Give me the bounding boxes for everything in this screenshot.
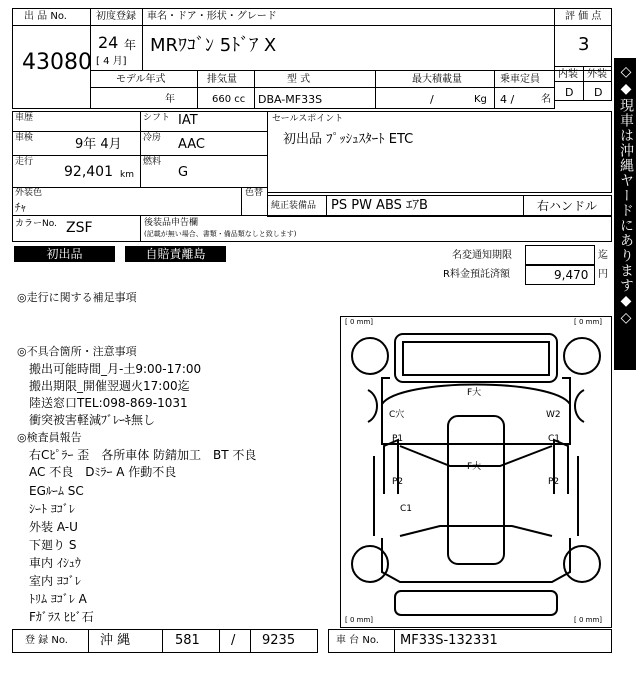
driving-title: ◎走行に関する補足事項 [17, 291, 137, 304]
defect-line: 搬出期限_開催翌週火17:00迄 [29, 379, 190, 393]
exterior-label: 外装 [587, 69, 607, 80]
aftermarket-label: 後装品申告欄 [144, 218, 199, 228]
name-change-label: 名変通知期限 [452, 250, 512, 261]
inspector-line: EGﾙｰﾑ SC [29, 484, 84, 498]
side-banner-text: ◇◆現車は沖縄ヤードにあります◆◇ [618, 64, 634, 327]
genuine: PS PW ABS ｴｱB [331, 198, 428, 213]
first-reg-month: [ 4 月] [96, 56, 127, 67]
inspector-line: ﾄﾘﾑ ﾖｺﾞﾚ A [29, 592, 87, 606]
mileage-unit: km [120, 170, 134, 180]
tire-front-left-label: [ 0 mm] [345, 318, 374, 326]
type: DBA-MF33S [258, 93, 323, 106]
aftermarket-note: (記載が無い場合、書類・備品類なしと致します) [144, 230, 297, 238]
self-responsibility-badge: 自賠責離島 [125, 246, 226, 262]
tire-front-right-label: [ 0 mm] [574, 318, 603, 326]
first-reg-year: 24 [98, 33, 119, 52]
car-name-label: 車名・ドア・形状・グレード [147, 11, 277, 22]
color-change-label: 色替 [245, 188, 264, 198]
shift: IAT [178, 113, 198, 128]
tire-rear-right-label: [ 0 mm] [574, 616, 603, 624]
genuine-label: 純正装備品 [271, 201, 317, 211]
exterior-color-label: 外装色 [15, 188, 43, 198]
recycle-amount: 9,470 [554, 268, 589, 282]
max-load-label: 最大積載量 [412, 74, 462, 85]
reg-label: 登 録 No. [25, 635, 68, 646]
history-label: 車歴 [15, 113, 34, 123]
first-reg-label: 初度登録 [96, 11, 136, 22]
defect-line: 搬出可能時間_月-土9:00-17:00 [29, 362, 202, 376]
color-no: ZSF [66, 220, 93, 236]
car-outline [340, 316, 612, 628]
tire-rear-left-label: [ 0 mm] [345, 616, 374, 624]
inspector-line: ｼｰﾄ ﾖｺﾞﾚ [29, 502, 75, 516]
sales-point: 初出品 ﾌﾟｯｼｭｽﾀｰﾄ ETC [283, 132, 414, 147]
max-load-unit: Kg [474, 94, 487, 105]
inspector-line: AC 不良 Dﾐﾗｰ A 作動不良 [29, 465, 177, 479]
mileage: 92,401 [64, 164, 113, 180]
lot-label: 出 品 No. [24, 11, 67, 22]
shift-label: シフト [143, 113, 171, 123]
displacement-label: 排気量 [207, 74, 237, 85]
model-year-label: モデル年式 [116, 74, 166, 85]
score-label: 評 価 点 [565, 11, 602, 22]
mark-p2-right: P2 [548, 477, 560, 487]
mark-c-hole: C穴 [389, 410, 405, 420]
first-listing-badge: 初出品 [14, 246, 115, 262]
score: 3 [578, 34, 590, 55]
inspector-line: 右Cﾋﾟﾗｰ 歪 各所車体 防錆加工 BT 不良 [29, 448, 257, 462]
type-label: 型 式 [287, 74, 311, 85]
car-name: MRﾜｺﾞﾝ 5ﾄﾞｱ X [150, 35, 277, 56]
inspector-line: 車内 ｲｼｭｳ [29, 556, 81, 570]
fuel-label: 燃料 [143, 157, 162, 167]
mark-p1: P1 [392, 434, 404, 444]
recycle-label: R料金預託済額 [443, 269, 510, 280]
mark-hood: F大 [467, 388, 482, 398]
color-no-label: カラーNo. [15, 219, 57, 229]
name-change-unit: 迄 [598, 250, 608, 261]
defect-line: 陸送窓口TEL:098-869-1031 [29, 396, 188, 410]
model-year-unit: 年 [165, 94, 175, 105]
reg-place: 沖 縄 [100, 633, 131, 648]
inspector-line: 下廻り S [29, 538, 77, 552]
mark-c1-right: C1 [548, 434, 561, 444]
inspector-title: ◎検査員報告 [17, 431, 82, 444]
displacement: 660 cc [212, 94, 246, 105]
inspector-line: Fｶﾞﾗｽ ﾋﾋﾞ石 [29, 610, 94, 624]
inspection-label: 車検 [15, 133, 34, 143]
mark-p2-left: P2 [392, 477, 404, 487]
handle: 右ハンドル [537, 199, 598, 213]
capacity-unit: 名 [541, 94, 551, 105]
reg-class: 581 [175, 633, 200, 648]
interior-label: 内装 [558, 69, 578, 80]
mileage-label: 走行 [15, 157, 34, 167]
sales-point-label: セールスポイント [272, 114, 344, 124]
mark-w2: W2 [546, 410, 561, 420]
capacity: 4 / [500, 93, 515, 106]
recycle-unit: 円 [598, 269, 608, 280]
max-load: / [430, 93, 434, 106]
lot-number: 43080 [22, 50, 92, 75]
defects-title: ◎不具合箇所・注意事項 [17, 345, 137, 358]
name-change-value [525, 245, 595, 265]
fuel: G [178, 165, 189, 180]
mark-roof: F大 [467, 462, 482, 472]
interior-grade: D [565, 86, 574, 99]
inspection: 9年 4月 [75, 137, 122, 152]
capacity-label: 乗車定員 [500, 74, 540, 85]
year-unit: 年 [124, 38, 137, 52]
exterior-grade: D [594, 86, 603, 99]
chassis-no: MF33S-132331 [400, 633, 498, 648]
reg-number: 9235 [262, 633, 296, 648]
reg-kana: / [231, 633, 236, 648]
mark-c1-left: C1 [400, 504, 413, 514]
inspector-line: 外装 A-U [29, 520, 78, 534]
chassis-label: 車 台 No. [336, 635, 379, 646]
inspector-line: 室内 ﾖｺﾞﾚ [29, 574, 81, 588]
color-no-box [12, 215, 612, 242]
aircon-label: 冷房 [143, 133, 162, 143]
aircon: AAC [178, 137, 205, 152]
exterior-color: ﾁｬ [15, 201, 26, 214]
defect-line: 衝突被害軽減ﾌﾞﾚｰｷ無し [29, 413, 156, 427]
